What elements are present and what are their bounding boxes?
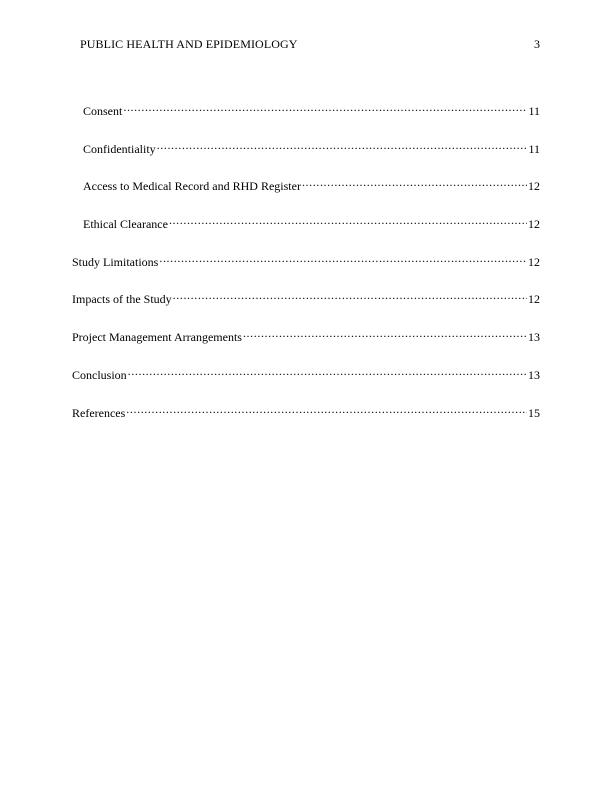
- dot-leader: [169, 212, 527, 228]
- running-title: PUBLIC HEALTH AND EPIDEMIOLOGY: [80, 37, 298, 51]
- toc-entry-label: Confidentiality: [83, 141, 156, 156]
- toc-entry-page: 12: [528, 217, 540, 232]
- dot-leader: [123, 99, 527, 115]
- page-number: 3: [534, 37, 540, 51]
- toc-entry-consent[interactable]: [72, 99, 540, 137]
- toc-entry-label: Consent: [83, 104, 123, 118]
- toc-entry-confidentiality[interactable]: [72, 137, 540, 175]
- toc-entry-ethical-clearance[interactable]: [72, 212, 540, 250]
- toc-entry-label: Access to Medical Record and RHD Register: [83, 179, 301, 194]
- toc-entry-page: 12: [528, 254, 540, 269]
- toc-entry-label: Ethical Clearance: [83, 217, 168, 232]
- toc-entry-page: 12: [528, 292, 540, 307]
- toc-entry-label: Study Limitations: [72, 254, 159, 269]
- toc-entry-label: References: [72, 405, 126, 420]
- toc-entry-conclusion[interactable]: [72, 363, 540, 401]
- toc-entry-study-limitations[interactable]: [72, 250, 540, 288]
- dot-leader: [243, 325, 527, 341]
- toc-entry-references[interactable]: [72, 401, 540, 439]
- dot-leader: [159, 250, 527, 266]
- toc-entry-page: 11: [528, 104, 540, 118]
- toc-entry-label: Conclusion: [72, 367, 127, 382]
- dot-leader: [302, 174, 527, 190]
- toc-entry-label: Project Management Arrangements: [72, 330, 242, 345]
- toc-entry-page: 13: [528, 367, 540, 382]
- toc-entry-page: 12: [528, 179, 540, 194]
- table-of-contents: [72, 99, 540, 438]
- toc-entry-label: Impacts of the Study: [72, 292, 172, 307]
- toc-entry-access-to-medical-record[interactable]: [72, 174, 540, 212]
- dot-leader: [157, 137, 528, 153]
- toc-entry-page: 13: [528, 330, 540, 345]
- toc-entry-impacts-of-the-study[interactable]: [72, 287, 540, 325]
- toc-entry-page: 15: [528, 405, 540, 420]
- running-head: [80, 36, 540, 52]
- dot-leader: [173, 287, 527, 303]
- dot-leader: [128, 363, 527, 379]
- toc-entry-project-management-arrangements[interactable]: [72, 325, 540, 363]
- toc-entry-page: 11: [528, 141, 540, 156]
- dot-leader: [126, 401, 527, 417]
